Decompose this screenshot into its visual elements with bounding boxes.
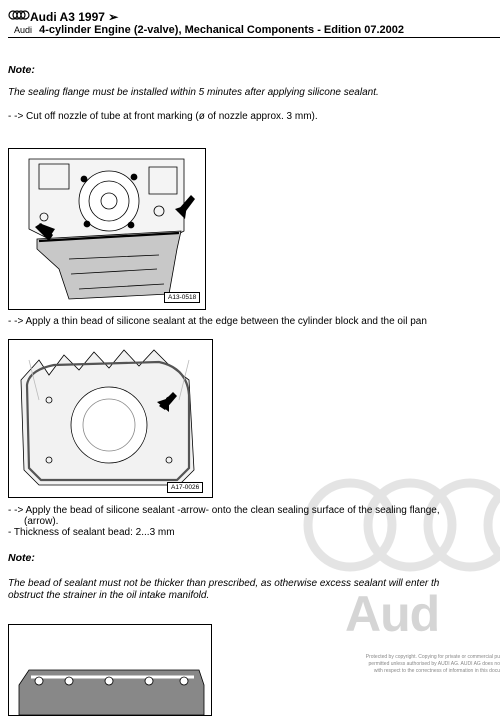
figure-oil-pan [8,148,206,310]
step-apply-bead: - -> Apply the bead of silicone sealant -arrow- onto the clean sealing surface of the sealing flange, [8,505,440,516]
figure-sealing-flange [8,339,213,498]
step-bead-thickness: - Thickness of sealant bead: 2...3 mm [8,527,175,538]
step-cut-nozzle: - -> Cut off nozzle of tube at front marking (ø of nozzle approx. 3 mm). [8,111,318,122]
figure-number: A13-0518 [164,292,200,303]
brand-label: Audi [14,25,33,35]
copyright-line: with respect to the correctness of information in this docu [373,668,500,674]
document-title: Audi A3 1997 ➢ [30,10,119,24]
edition-label: 4-cylinder Engine (2-valve), Mechanical Components - Edition 07.2002 [39,24,405,36]
document-subtitle [14,24,404,36]
copyright-notice [300,654,500,675]
audi-watermark-text: Aud [345,586,440,642]
sealing-flange-illustration [9,340,212,497]
step-apply-bead-cont: (arrow). [24,516,59,527]
audi-rings-watermark-icon [300,470,500,580]
figure-number: A17-0026 [167,482,203,493]
note-text: The bead of sealant must not be thicker than prescribed, as otherwise excess sealant will enter th [8,578,440,589]
audi-rings-logo-icon [8,9,30,21]
note-text-cont: obstruct the strainer in the oil intake manifold. [8,590,210,601]
note-heading: Note: [8,552,35,564]
copyright-line: Protected by copyright. Copying for private or commercial pu [365,654,500,660]
copyright-line: permitted unless authorised by AUDI AG. AUDI AG does no [368,661,500,667]
figure-oil-pan-bottom [8,624,212,716]
oil-pan-illustration [9,625,211,715]
engine-block-illustration [9,149,205,309]
header-divider [8,37,500,38]
step-apply-sealant-edge: - -> Apply a thin bead of silicone sealant at the edge between the cylinder block and the oil pan [8,316,427,327]
note-text: The sealing flange must be installed within 5 minutes after applying silicone sealant. [8,87,379,98]
note-heading: Note: [8,64,35,76]
